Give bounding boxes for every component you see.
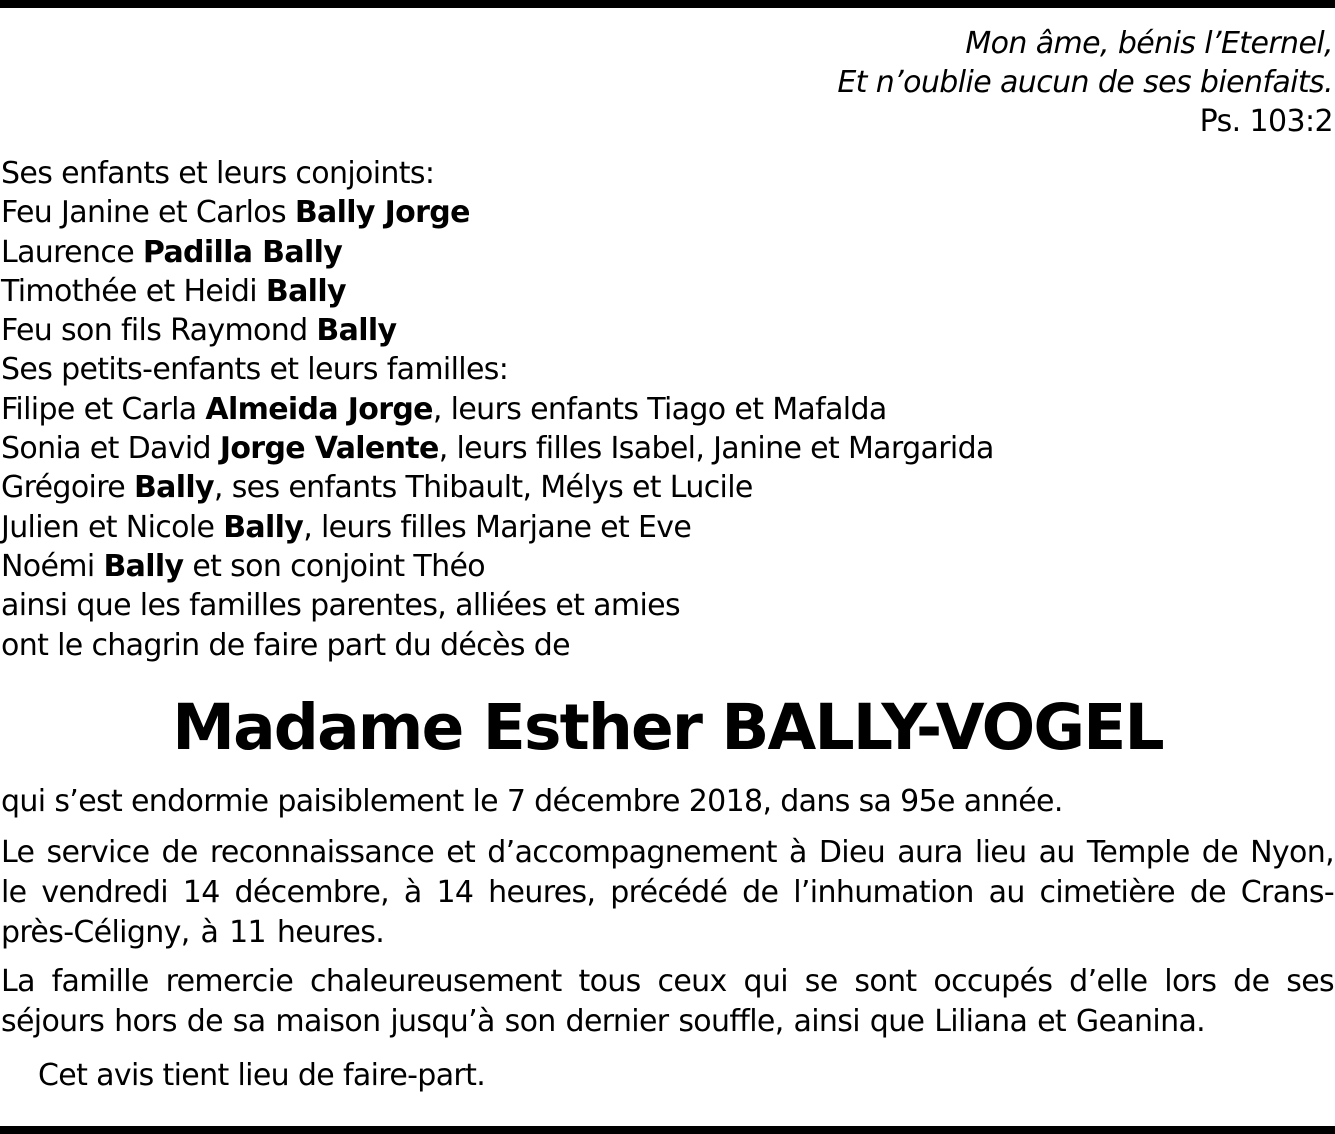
- family-line: Noémi Bally et son conjoint Théo: [1, 548, 485, 584]
- closing-line: ont le chagrin de faire part du décès de: [1, 627, 570, 663]
- children-heading: Ses enfants et leurs conjoints:: [1, 156, 435, 191]
- closing-line: ainsi que les familles parentes, alliées et amies: [1, 588, 680, 624]
- grandchildren-heading: Ses petits-enfants et leurs familles:: [1, 352, 509, 388]
- family-line: Julien et Nicole Bally, leurs filles Marjane et Eve: [1, 509, 692, 545]
- family-list: [1, 154, 994, 665]
- surname: Bally: [103, 548, 184, 584]
- surname: Jorge Valente: [219, 431, 439, 467]
- family-line: Feu Janine et Carlos Bally Jorge: [1, 195, 470, 231]
- family-line: Laurence Padilla Bally: [1, 234, 343, 270]
- family-line: Sonia et David Jorge Valente, leurs filles Isabel, Janine et Margarida: [1, 431, 994, 467]
- family-line: Feu son fils Raymond Bally: [1, 313, 397, 349]
- family-line: Filipe et Carla Almeida Jorge, leurs enfants Tiago et Mafalda: [1, 391, 887, 427]
- surname: Almeida Jorge: [205, 391, 433, 427]
- bottom-rule: [0, 1126, 1335, 1134]
- surname: Bally Jorge: [294, 195, 470, 231]
- family-line: Grégoire Bally, ses enfants Thibault, Mélys et Lucile: [1, 470, 753, 506]
- verse-reference: Ps. 103:2: [1199, 104, 1333, 139]
- top-rule: [0, 0, 1335, 8]
- surname: Bally: [223, 509, 304, 545]
- surname: Bally: [316, 313, 397, 349]
- surname: Bally: [265, 273, 346, 309]
- thanks-paragraph: La famille remercie chaleureusement tous ceux qui se sont occupés d’elle lors de ses séjours hors de sa maison jusqu’à son dernier souffle, ainsi que Liliana et Geanina.: [1, 964, 1334, 1039]
- bible-verse: [837, 24, 1333, 141]
- family-line: Timothée et Heidi Bally: [1, 273, 346, 309]
- death-paragraph: qui s’est endormie paisiblement le 7 décembre 2018, dans sa 95e année.: [1, 784, 1063, 819]
- verse-line-2: Et n’oublie aucun de ses bienfaits.: [837, 65, 1333, 100]
- surname: Padilla Bally: [142, 234, 343, 270]
- service-paragraph: Le service de reconnaissance et d’accompagnement à Dieu aura lieu au Temple de Nyon, le vendredi 14 décembre, à 14 heures, précédé de l’inhumation au cimetière de Crans-près-Céligny, à 11 heures.: [1, 835, 1334, 950]
- verse-line-1: Mon âme, bénis l’Eternel,: [965, 26, 1333, 61]
- surname: Bally: [133, 470, 214, 506]
- notice-paragraph: Cet avis tient lieu de faire-part.: [38, 1058, 486, 1093]
- deceased-name: Madame Esther BALLY-VOGEL: [172, 691, 1163, 764]
